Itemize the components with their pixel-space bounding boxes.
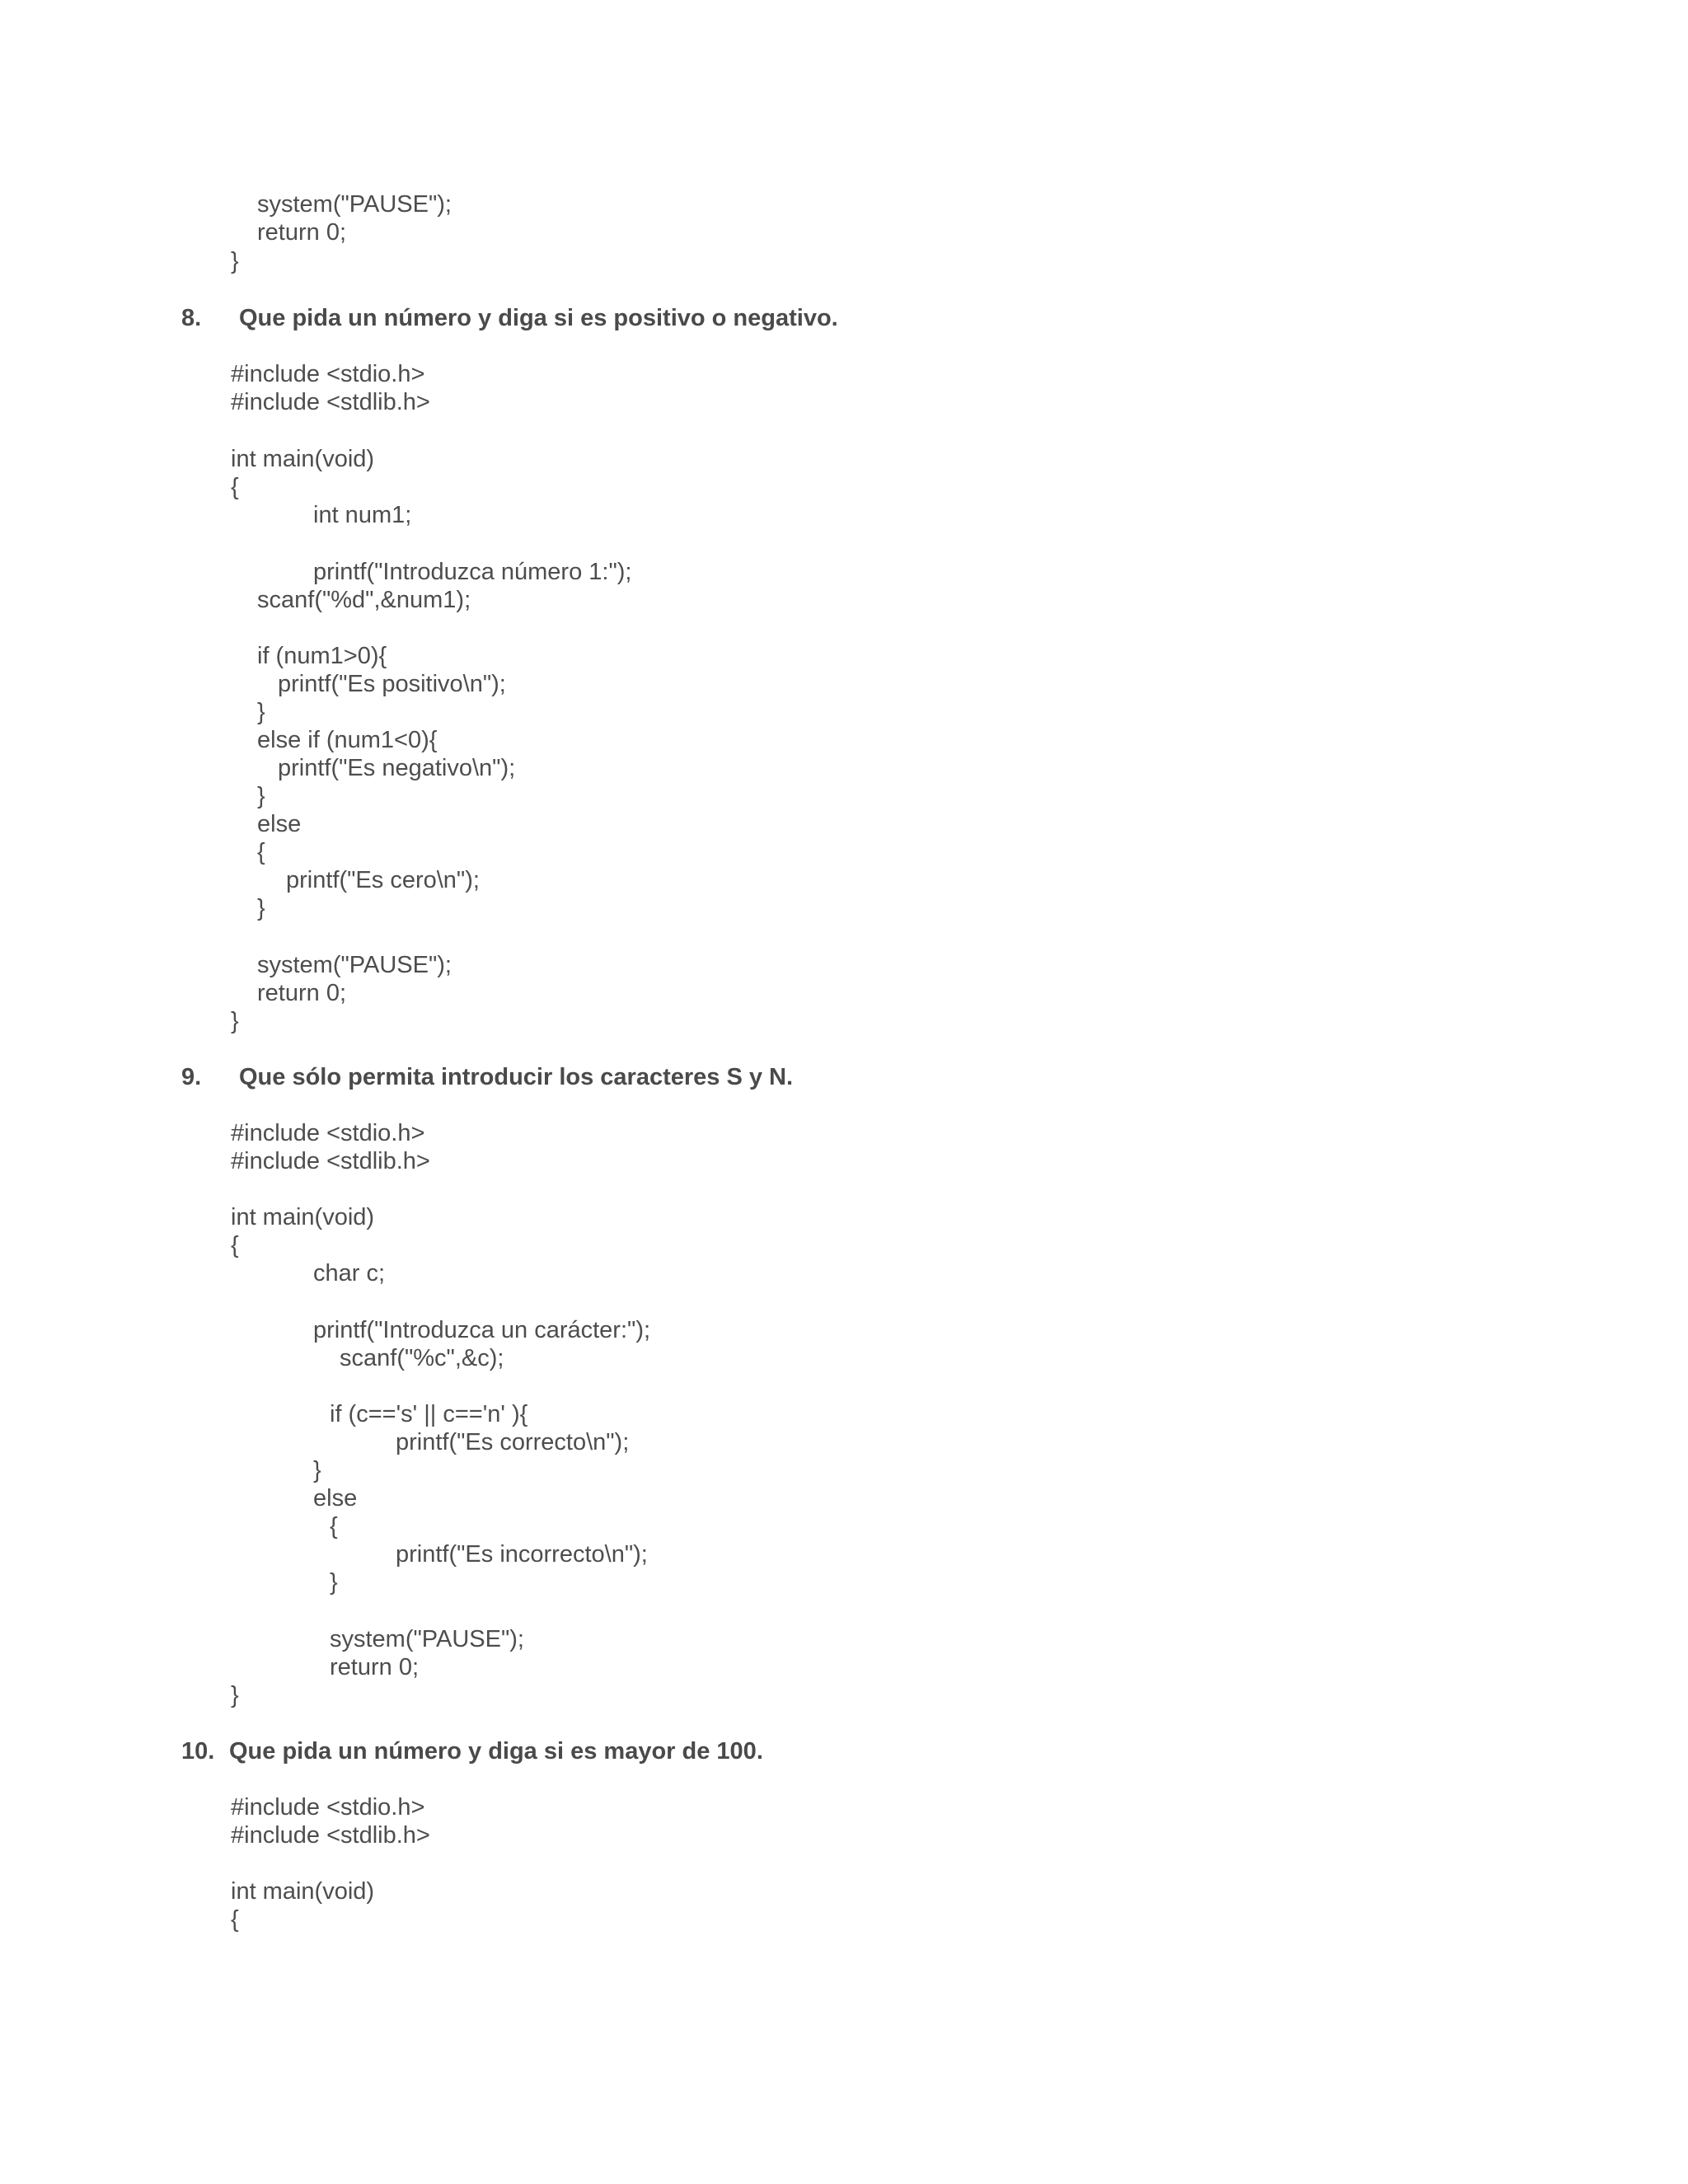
code-line: system("PAUSE"); — [257, 952, 452, 978]
code-line: printf("Introduzca un carácter:"); — [313, 1317, 651, 1343]
section-title: Que pida un número y diga si es positivo o negativo. — [239, 305, 838, 331]
code-line: system("PAUSE"); — [330, 1626, 524, 1652]
code-line: #include <stdlib.h> — [231, 1822, 430, 1849]
code-line: else if (num1<0){ — [257, 727, 438, 753]
code-line: else — [257, 811, 302, 837]
code-line: } — [257, 783, 265, 809]
code-line: return 0; — [257, 219, 346, 246]
code-line: #include <stdlib.h> — [231, 1148, 430, 1174]
code-line: int main(void) — [231, 446, 375, 472]
code-line: { — [330, 1513, 338, 1540]
code-line: printf("Es cero\n"); — [286, 867, 480, 893]
code-line: int main(void) — [231, 1204, 375, 1230]
code-line: #include <stdlib.h> — [231, 389, 430, 415]
code-line: scanf("%d",&num1); — [257, 587, 471, 613]
code-line: char c; — [313, 1260, 386, 1286]
code-line: } — [231, 1682, 239, 1708]
code-line: } — [257, 699, 265, 725]
code-line: printf("Es incorrecto\n"); — [396, 1541, 648, 1568]
code-line: } — [313, 1457, 321, 1483]
code-line: { — [231, 1906, 239, 1933]
code-line: #include <stdio.h> — [231, 1120, 425, 1146]
code-line: { — [231, 1232, 239, 1258]
code-line: } — [231, 1008, 239, 1034]
code-line: printf("Es positivo\n"); — [278, 671, 506, 697]
section-number: 8. — [181, 305, 202, 331]
code-line: { — [257, 839, 265, 865]
section-title: Que pida un número y diga si es mayor de 100. — [229, 1738, 763, 1765]
code-line: if (num1>0){ — [257, 643, 387, 669]
section-title: Que sólo permita introducir los caracteres S y N. — [239, 1064, 794, 1090]
section-heading — [181, 1062, 1170, 1092]
section-number: 10. — [181, 1738, 215, 1765]
code-line: else — [313, 1485, 358, 1511]
code-line: #include <stdio.h> — [231, 361, 425, 387]
section-number: 9. — [181, 1064, 202, 1090]
section-heading — [181, 1736, 1170, 1766]
code-line: return 0; — [330, 1654, 419, 1680]
code-line: return 0; — [257, 980, 346, 1006]
section-heading — [181, 303, 1170, 333]
code-line: printf("Es negativo\n"); — [278, 755, 516, 781]
code-line: } — [231, 248, 239, 274]
code-line: { — [231, 474, 239, 500]
code-line: #include <stdio.h> — [231, 1794, 425, 1821]
code-line: } — [257, 895, 265, 921]
code-line: int num1; — [313, 502, 412, 528]
code-line: printf("Es correcto\n"); — [396, 1429, 630, 1455]
code-line: } — [330, 1569, 338, 1596]
code-line: printf("Introduzca número 1:"); — [313, 559, 632, 585]
code-line: system("PAUSE"); — [257, 191, 452, 218]
code-line: scanf("%c",&c); — [340, 1345, 504, 1371]
code-line: if (c=='s' || c=='n' ){ — [330, 1401, 528, 1427]
code-line: int main(void) — [231, 1878, 375, 1905]
